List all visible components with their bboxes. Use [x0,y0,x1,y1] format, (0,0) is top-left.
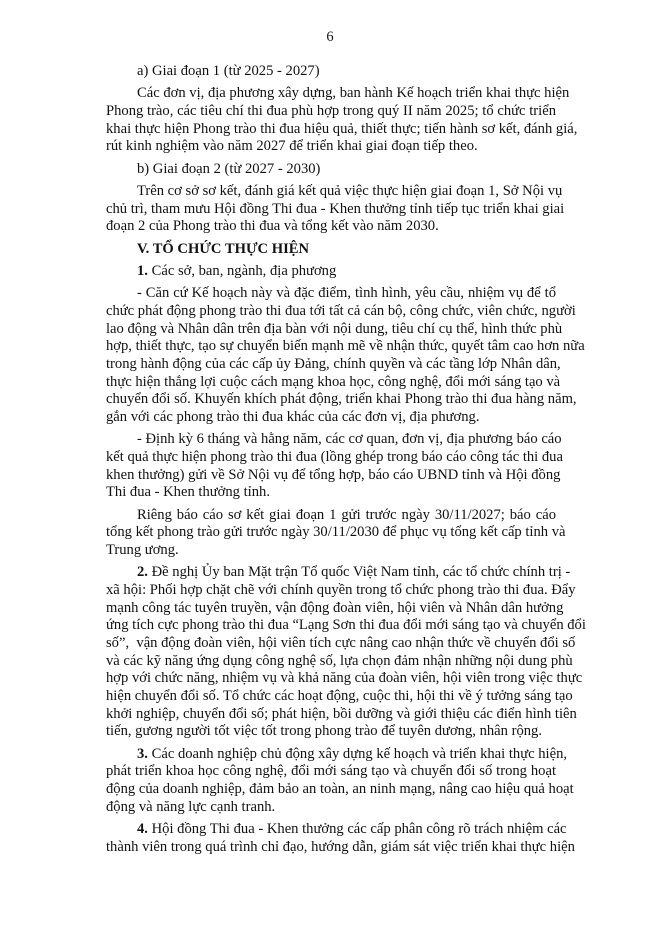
line-text: V. TỔ CHỨC THỰC HIỆN [137,240,310,257]
line-text: b) Giai đoạn 2 (từ 2027 - 2030) [137,160,321,177]
paragraph [106,564,586,741]
line-text: chủ trì, tham mưu Hội đồng Thi đua - Khen thưởng tỉnh tiếp tục triển khai giai [106,200,565,217]
text-line [106,355,561,374]
line-text: Hội đồng Thi đua - Khen thưởng các cấp phân công rõ trách nhiệm các [147,821,567,838]
line-text: động và năng lực cạnh tranh. [106,798,276,815]
line-text: thành viên trong quá trình chỉ đạo, hướng dẫn, giám sát việc triển khai thực hiện [106,838,575,855]
text-line [106,373,561,392]
text-line [106,391,577,409]
line-text: khen thưởng) gửi về Sở Nội vụ để tổng hợp, báo cáo UBND tỉnh và Hội đồng [106,466,561,483]
text-line [106,182,563,201]
text-line [106,103,556,121]
line-text: và các kỹ năng ứng dụng công nghệ số, lựa chọn đảm nhận những nội dung phù [106,652,573,669]
line-text: đoạn 2 của Phong trào thi đua và tổng kết vào năm 2030. [106,218,439,235]
line-text: Các đơn vị, địa phương xây dựng, ban hành Kế hoạch triển khai thực hiện [137,85,570,102]
line-text: mạnh công tác tuyên truyền, vận động đoàn viên, hội viên và Nhân dân hưởng [106,599,564,616]
text-line [106,652,573,671]
line-text: Trên cơ sở sơ kết, đánh giá kết quả việc thực hiện giai đoạn 1, Sở Nội vụ [137,182,563,199]
paragraph [106,285,585,427]
line-text: phát triển khoa học công nghệ, đổi mới sáng tạo và chuyển đổi số trong hoạt [106,763,556,780]
line-text: kết quả thực hiện phong trào thi đua (lồng ghép trong báo cáo công tác thi đua [106,448,563,465]
line-text: chuyển đổi số. Khuyến khích phát động, triển khai Phong trào thi đua hàng năm, [106,391,577,408]
text-line [106,161,556,179]
line-text: ứng tích cực phong trào thi đua “Lạng Sơn thi đua đổi mới sáng tạo và chuyển đổi [106,617,586,634]
line-text: khởi nghiệp, chuyển đổi số; phát hiện, bồi dưỡng và giới thiệu các điển hình tiên [106,705,577,722]
line-text: - Căn cứ Kế hoạch này và đặc điểm, tình hình, yêu cầu, nhiệm vụ để tổ [137,285,556,302]
item-number: 4. [137,821,148,838]
text-line [106,507,556,525]
text-line [106,285,556,303]
line-text: - Định kỳ 6 tháng và hằng năm, các cơ quan, đơn vị, địa phương báo cáo [137,431,562,448]
line-text: Phong trào, các tiêu chí thi đua phù hợp trong quý II năm 2025; tổ chức triển [106,102,556,119]
text-line [106,241,556,259]
line-text: hiện chuyển đổi số. Tổ chức các hoạt động, cuộc thi, hội thi về ý tưởng sáng tạo [106,688,573,705]
text-line [106,448,563,467]
text-line [106,338,585,356]
text-line [106,218,556,236]
text-line [106,409,556,427]
line-text: a) Giai đoạn 1 (từ 2025 - 2027) [137,63,320,79]
line-text: khai thực hiện Phong trào thi đua hiệu quả, thiết thực; tiến hành sơ kết, đánh giá, [106,120,578,137]
text-line [106,263,556,281]
text-line [106,320,563,339]
text-line [106,634,576,653]
paragraph [106,821,575,856]
text-line [106,564,571,582]
line-text: Các doanh nghiệp chủ động xây dựng kế hoạch và triển khai thực hiện, [147,745,568,762]
text-line [106,745,568,764]
paragraph [106,182,565,236]
line-text: Riêng báo cáo sơ kết giai đoạn 1 gửi trước ngày 30/11/2027; báo cáo [137,506,556,523]
item-number: 1. [137,262,148,279]
document-body [106,63,586,856]
line-text: động của doanh nghiệp, đảm bảo an toàn, an ninh mạng, nâng cao hiệu quả hoạt [106,781,574,798]
text-line [106,581,576,600]
paragraph [106,745,574,817]
section-heading [106,241,556,259]
text-line [106,85,570,103]
paragraph [106,63,556,81]
text-line [106,799,556,817]
line-text: thực hiện thắng lợi cuộc cách mạng khoa học, công nghệ, đổi mới sáng tạo và [106,373,561,390]
text-line [106,763,556,781]
text-line [106,120,578,139]
text-line [106,688,573,706]
line-text: Các sở, ban, ngành, địa phương [147,262,337,279]
text-line [106,138,556,156]
text-line [106,781,574,799]
text-line [106,542,556,560]
paragraph [106,85,578,156]
text-line [106,524,566,542]
page-number: 6 [326,29,334,45]
line-text: Trung ương. [106,541,179,558]
text-line [106,617,586,635]
paragraph [106,161,556,179]
line-text: số”, vận động đoàn viên, hội viên tích cực nâng cao nhận thức về chuyển đổi số [106,634,576,651]
paragraph [106,506,566,560]
text-line [106,723,556,741]
text-line [106,200,565,219]
text-line [106,599,564,618]
text-line [106,431,562,449]
text-line [106,302,576,321]
text-line [106,63,556,81]
line-text: tiến, gương người tốt việc tốt trong phong trào để tuyên dương, nhân rộng. [106,723,542,740]
text-line [106,484,556,502]
text-line [106,466,561,485]
text-line [106,838,575,857]
text-line [106,705,577,724]
paragraph [106,431,563,502]
line-text: rút kinh nghiệm vào năm 2027 để triển khai giai đoạn tiếp theo. [106,138,478,155]
item-number: 2. [137,564,148,581]
line-text: chức phát động phong trào thi đua tới tất cả cán bộ, công chức, viên chức, người [106,302,576,319]
line-text: gắn với các phong trào thi đua khác của các đơn vị, địa phương. [106,408,480,425]
item-number: 3. [137,745,148,762]
text-line [106,821,567,839]
text-line [106,670,583,688]
line-text: Đề nghị Ủy ban Mặt trận Tổ quốc Việt Nam tỉnh, các tổ chức chính trị - [147,564,571,581]
line-text: xã hội: Phối hợp chặt chẽ với chính quyền trong tổ chức phong trào thi đua. Đẩy [106,581,576,598]
line-text: hợp, thiết thực, tạo sự chuyển biến mạnh mẽ về nhận thức, quyết tâm cao hơn nữa [106,338,585,355]
paragraph [106,263,556,281]
line-text: tổng kết phong trào gửi trước ngày 30/11/2030 để phục vụ tổng kết cấp tỉnh và [106,524,566,541]
line-text: lao động và Nhân dân trên địa bàn với nội dung, tiêu chí cụ thể, hình thức phù [106,320,563,337]
line-text: trong hành động của các cấp ủy Đảng, chính quyền và các tầng lớp Nhân dân, [106,355,561,372]
line-text: hợp với chức năng, nhiệm vụ và khả năng của đoàn viên, hội viên trong việc thực [106,670,583,687]
line-text: Thi đua - Khen thưởng tỉnh. [106,484,270,501]
